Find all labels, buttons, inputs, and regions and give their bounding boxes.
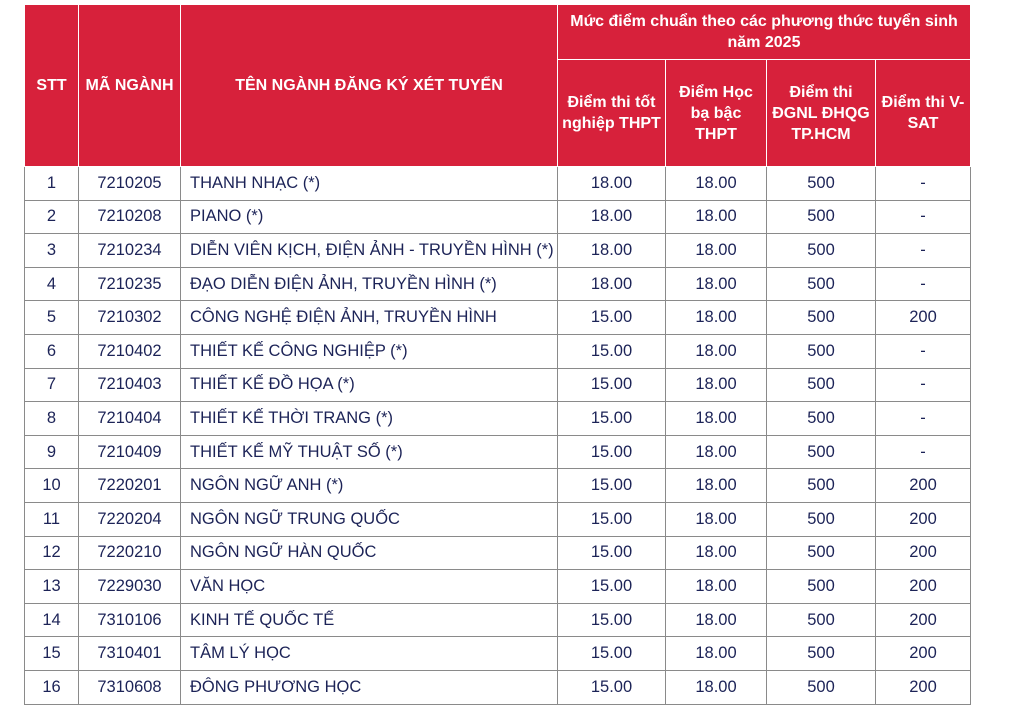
cell-score-hocba: 18.00	[666, 334, 767, 368]
cell-major-name: THIẾT KẾ MỸ THUẬT SỐ (*)	[181, 435, 558, 469]
cell-score-vsat: 200	[876, 301, 971, 335]
admission-score-table-container	[24, 4, 971, 705]
cell-score-thpt: 15.00	[558, 435, 666, 469]
cell-score-hocba: 18.00	[666, 368, 767, 402]
table-row	[25, 267, 971, 301]
cell-score-vsat: -	[876, 435, 971, 469]
header-code: MÃ NGÀNH	[79, 5, 181, 167]
cell-code: 7220210	[79, 536, 181, 570]
cell-score-vsat: -	[876, 200, 971, 234]
cell-code: 7210302	[79, 301, 181, 335]
cell-score-vsat: 200	[876, 536, 971, 570]
table-body	[25, 167, 971, 705]
cell-score-vsat: 200	[876, 670, 971, 704]
cell-code: 7210208	[79, 200, 181, 234]
header-dgnl: Điểm thi ĐGNL ĐHQG TP.HCM	[767, 60, 876, 167]
table-row	[25, 502, 971, 536]
cell-score-dgnl: 500	[767, 670, 876, 704]
cell-score-thpt: 18.00	[558, 200, 666, 234]
cell-score-dgnl: 500	[767, 502, 876, 536]
cell-score-thpt: 18.00	[558, 234, 666, 268]
cell-score-hocba: 18.00	[666, 670, 767, 704]
cell-score-hocba: 18.00	[666, 502, 767, 536]
table-row	[25, 301, 971, 335]
cell-major-name: THANH NHẠC (*)	[181, 167, 558, 201]
cell-code: 7210235	[79, 267, 181, 301]
cell-score-hocba: 18.00	[666, 402, 767, 436]
header-vsat: Điểm thi V-SAT	[876, 60, 971, 167]
cell-stt: 7	[25, 368, 79, 402]
cell-score-dgnl: 500	[767, 603, 876, 637]
cell-score-dgnl: 500	[767, 334, 876, 368]
cell-stt: 5	[25, 301, 79, 335]
cell-score-hocba: 18.00	[666, 267, 767, 301]
cell-code: 7210404	[79, 402, 181, 436]
cell-score-vsat: -	[876, 368, 971, 402]
cell-score-hocba: 18.00	[666, 301, 767, 335]
cell-score-thpt: 15.00	[558, 536, 666, 570]
cell-code: 7310608	[79, 670, 181, 704]
cell-score-thpt: 15.00	[558, 670, 666, 704]
cell-score-dgnl: 500	[767, 402, 876, 436]
cell-stt: 6	[25, 334, 79, 368]
table-row	[25, 536, 971, 570]
cell-code: 7310106	[79, 603, 181, 637]
cell-score-hocba: 18.00	[666, 234, 767, 268]
table-row	[25, 603, 971, 637]
cell-score-vsat: -	[876, 334, 971, 368]
cell-score-hocba: 18.00	[666, 200, 767, 234]
cell-stt: 14	[25, 603, 79, 637]
cell-score-thpt: 15.00	[558, 570, 666, 604]
cell-score-dgnl: 500	[767, 368, 876, 402]
cell-code: 7210234	[79, 234, 181, 268]
cell-score-vsat: 200	[876, 469, 971, 503]
cell-score-thpt: 15.00	[558, 301, 666, 335]
cell-score-thpt: 18.00	[558, 267, 666, 301]
cell-major-name: NGÔN NGỮ TRUNG QUỐC	[181, 502, 558, 536]
cell-score-dgnl: 500	[767, 435, 876, 469]
cell-stt: 8	[25, 402, 79, 436]
cell-score-dgnl: 500	[767, 200, 876, 234]
cell-score-vsat: -	[876, 267, 971, 301]
header-major: TÊN NGÀNH ĐĂNG KÝ XÉT TUYỂN	[181, 5, 558, 167]
cell-score-vsat: -	[876, 402, 971, 436]
cell-code: 7210403	[79, 368, 181, 402]
cell-score-vsat: 200	[876, 502, 971, 536]
table-row	[25, 234, 971, 268]
cell-major-name: CÔNG NGHỆ ĐIỆN ẢNH, TRUYỀN HÌNH	[181, 301, 558, 335]
cell-major-name: KINH TẾ QUỐC TẾ	[181, 603, 558, 637]
cell-score-hocba: 18.00	[666, 469, 767, 503]
cell-score-vsat: 200	[876, 637, 971, 671]
cell-score-thpt: 15.00	[558, 334, 666, 368]
cell-stt: 2	[25, 200, 79, 234]
cell-stt: 16	[25, 670, 79, 704]
cell-score-vsat: 200	[876, 570, 971, 604]
table-row	[25, 334, 971, 368]
cell-score-hocba: 18.00	[666, 167, 767, 201]
cell-stt: 11	[25, 502, 79, 536]
cell-score-hocba: 18.00	[666, 603, 767, 637]
cell-major-name: PIANO (*)	[181, 200, 558, 234]
cell-score-dgnl: 500	[767, 536, 876, 570]
cell-score-thpt: 15.00	[558, 502, 666, 536]
table-row	[25, 637, 971, 671]
cell-score-vsat: -	[876, 167, 971, 201]
table-row	[25, 200, 971, 234]
cell-score-dgnl: 500	[767, 637, 876, 671]
cell-major-name: ĐÔNG PHƯƠNG HỌC	[181, 670, 558, 704]
cell-score-thpt: 15.00	[558, 603, 666, 637]
cell-code: 7210402	[79, 334, 181, 368]
cell-major-name: ĐẠO DIỄN ĐIỆN ẢNH, TRUYỀN HÌNH (*)	[181, 267, 558, 301]
cell-stt: 15	[25, 637, 79, 671]
header-thpt: Điểm thi tốt nghiệp THPT	[558, 60, 666, 167]
cell-score-dgnl: 500	[767, 234, 876, 268]
cell-code: 7310401	[79, 637, 181, 671]
table-row	[25, 469, 971, 503]
cell-code: 7210409	[79, 435, 181, 469]
cell-score-hocba: 18.00	[666, 536, 767, 570]
table-row	[25, 368, 971, 402]
cell-score-hocba: 18.00	[666, 435, 767, 469]
cell-code: 7210205	[79, 167, 181, 201]
table-row	[25, 435, 971, 469]
cell-major-name: VĂN HỌC	[181, 570, 558, 604]
cell-major-name: TÂM LÝ HỌC	[181, 637, 558, 671]
cell-major-name: DIỄN VIÊN KỊCH, ĐIỆN ẢNH - TRUYỀN HÌNH (*)	[181, 234, 558, 268]
cell-stt: 1	[25, 167, 79, 201]
cell-major-name: THIẾT KẾ THỜI TRANG (*)	[181, 402, 558, 436]
header-stt: STT	[25, 5, 79, 167]
table-header	[25, 5, 971, 167]
cell-major-name: THIẾT KẾ ĐỒ HỌA (*)	[181, 368, 558, 402]
cell-score-thpt: 15.00	[558, 637, 666, 671]
cell-stt: 10	[25, 469, 79, 503]
cell-stt: 4	[25, 267, 79, 301]
cell-stt: 12	[25, 536, 79, 570]
cell-score-dgnl: 500	[767, 570, 876, 604]
cell-score-dgnl: 500	[767, 469, 876, 503]
cell-code: 7229030	[79, 570, 181, 604]
cell-score-hocba: 18.00	[666, 637, 767, 671]
cell-score-vsat: 200	[876, 603, 971, 637]
cell-score-thpt: 15.00	[558, 402, 666, 436]
cell-code: 7220201	[79, 469, 181, 503]
cell-major-name: NGÔN NGỮ HÀN QUỐC	[181, 536, 558, 570]
cell-stt: 3	[25, 234, 79, 268]
header-hocba: Điểm Học bạ bậc THPT	[666, 60, 767, 167]
header-score-group: Mức điểm chuẩn theo các phương thức tuyển sinh năm 2025	[558, 5, 971, 60]
table-row	[25, 167, 971, 201]
cell-score-dgnl: 500	[767, 167, 876, 201]
cell-score-hocba: 18.00	[666, 570, 767, 604]
cell-major-name: THIẾT KẾ CÔNG NGHIỆP (*)	[181, 334, 558, 368]
admission-score-table	[24, 4, 971, 705]
cell-stt: 13	[25, 570, 79, 604]
cell-score-thpt: 15.00	[558, 368, 666, 402]
table-row	[25, 402, 971, 436]
cell-stt: 9	[25, 435, 79, 469]
cell-score-dgnl: 500	[767, 267, 876, 301]
cell-code: 7220204	[79, 502, 181, 536]
cell-score-thpt: 18.00	[558, 167, 666, 201]
cell-score-dgnl: 500	[767, 301, 876, 335]
cell-score-vsat: -	[876, 234, 971, 268]
table-row	[25, 570, 971, 604]
cell-score-thpt: 15.00	[558, 469, 666, 503]
cell-major-name: NGÔN NGỮ ANH (*)	[181, 469, 558, 503]
table-row	[25, 670, 971, 704]
